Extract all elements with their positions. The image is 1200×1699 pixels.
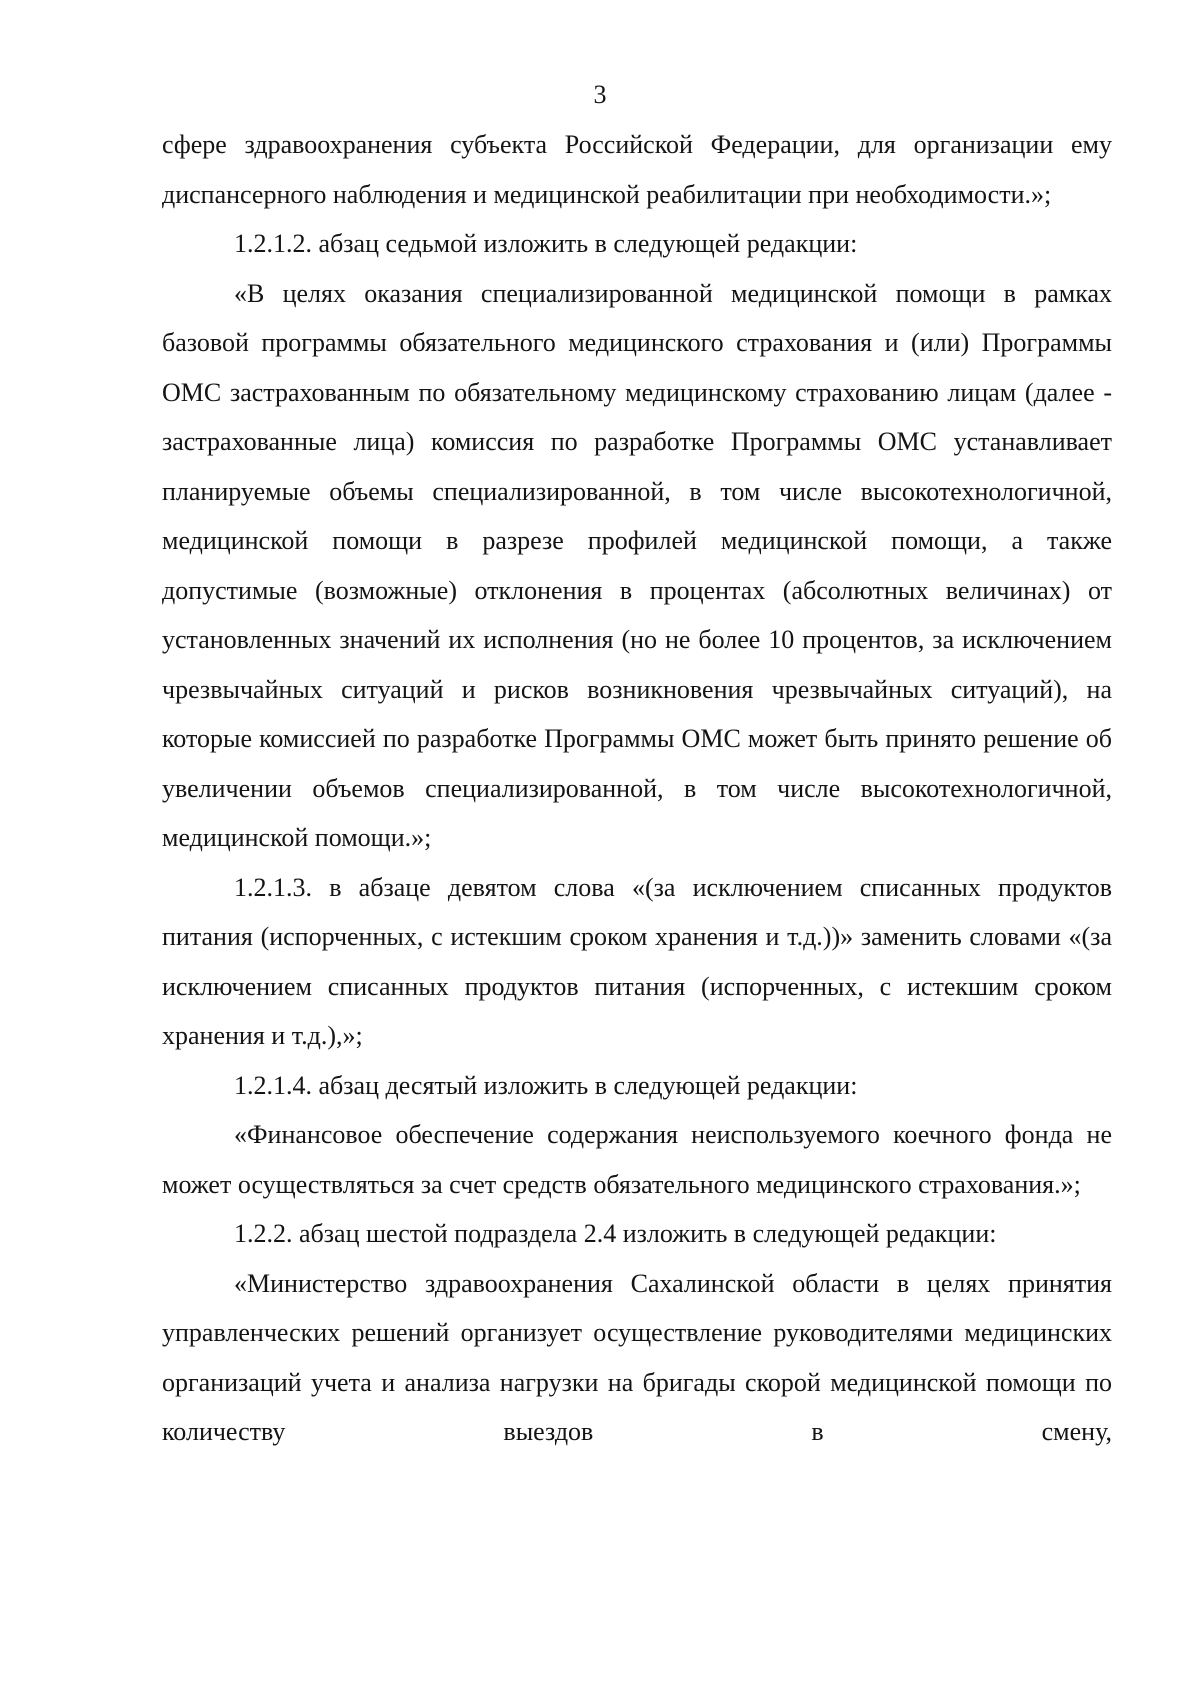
paragraph-continuation: сфере здравоохранения субъекта Российской Федерации, для организации ему диспансерного наблюдения и медицинской реабилитации при необходимости.»; — [162, 130, 1112, 209]
paragraph-item-1-2-1-4: 1.2.1.4. абзац десятый изложить в следующей редакции: — [234, 1070, 858, 1100]
page-number: 3 — [593, 80, 607, 109]
paragraph-item-1-2-2: 1.2.2. абзац шестой подраздела 2.4 изложить в следующей редакции: — [234, 1219, 997, 1248]
paragraph-item-1-2-1-3: 1.2.1.3. в абзаце девятом слова «(за исключением списанных продуктов питания (испорченных, с истекшим сроком хранения и т.д.))» заменить словами «(за исключением списанных продуктов питания (испорченных, с истекшим сроком хранения и т.д.),»; — [162, 872, 1112, 1050]
document-body — [162, 120, 1112, 1457]
paragraph-quote-bed-fund: «Финансовое обеспечение содержания неиспользуемого коечного фонда не может осуществляться за счет средств обязательного медицинского страхования.»; — [162, 1120, 1112, 1199]
paragraph-quote-specialized-care: «В целях оказания специализированной медицинской помощи в рамках базовой программы обязательного медицинского страхования и (или) Программы ОМС застрахованным по обязательному медицинскому страхованию лицам (далее - застрахованные лица) комиссия по разработке Программы ОМС устанавливает планируемые объемы специализированной, в том числе высокотехнологичной, медицинской помощи в разрезе профилей медицинской помощи, а также допустимые (возможные) отклонения в процентах (абсолютных величинах) от установленных значений их исполнения (но не более 10 процентов, за исключением чрезвычайных ситуаций и рисков возникновения чрезвычайных ситуаций), на которые комиссией по разработке Программы ОМС может быть принято решение об увеличении объемов специализированной, в том числе высокотехнологичной, медицинской помощи.»; — [162, 278, 1112, 852]
paragraph-item-1-2-1-2: 1.2.1.2. абзац седьмой изложить в следующей редакции: — [234, 229, 858, 258]
paragraph-quote-ministry: «Министерство здравоохранения Сахалинской области в целях принятия управленческих решений организует осуществление руководителями медицинских организаций учета и анализа нагрузки на бригады скорой медицинской помощи по количеству выездов в смену, — [162, 1268, 1112, 1446]
